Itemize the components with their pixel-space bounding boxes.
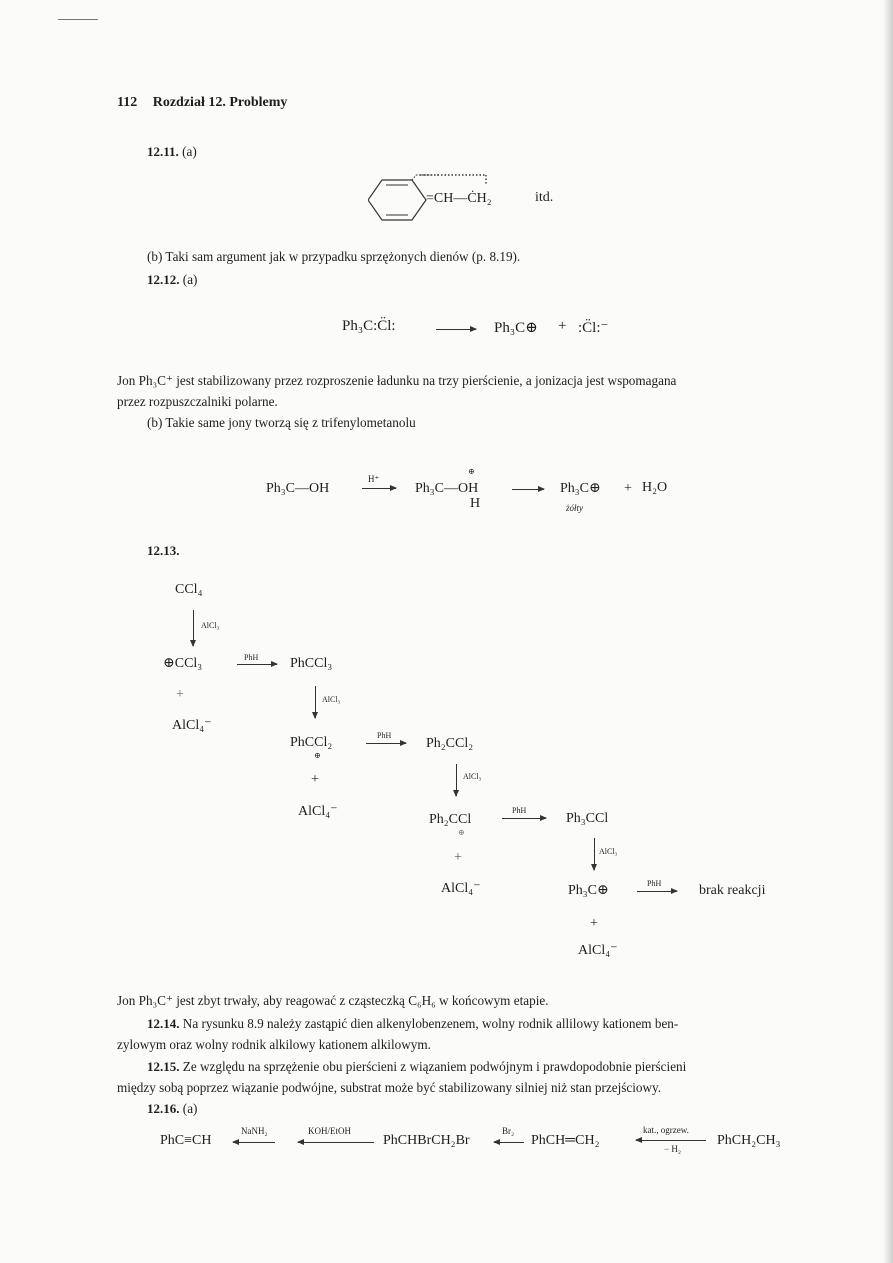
problem-12-15-line2: między sobą poprzez wiązanie podwójne, substrat może być stabilizowany silniej niż stan przejściowy. <box>117 1080 662 1095</box>
eq2-plus: + <box>624 481 632 496</box>
arrow-dehydrogenation <box>636 1140 706 1141</box>
eq2-arrow1 <box>362 488 396 489</box>
arrow-br2 <box>494 1142 524 1143</box>
reagent-nanh2: NaNH₂ <box>241 1126 268 1136</box>
eq2-arrow2 <box>512 489 544 490</box>
etc-label: itd. <box>535 190 554 205</box>
top-rule <box>58 19 98 20</box>
problem-12-16-heading: 12.16. (a) <box>147 1101 198 1116</box>
step3-reagent: PhH <box>512 806 527 815</box>
ethylbenzene: PhCH₂CH₃ <box>717 1133 781 1148</box>
eq1-anion: :C̈l:⁻ <box>578 320 609 336</box>
eq2-triphenylmethanol: Ph₃C—OH <box>266 481 330 496</box>
ph2ccl2: Ph₂CCl₂ <box>426 736 474 751</box>
alcl4-3: AlCl₄⁻ <box>441 881 481 896</box>
problem-12-11-heading: 12.11. (a) <box>147 144 197 159</box>
step1-catalyst: AlCl₃ <box>201 621 220 630</box>
plus-2: + <box>311 772 319 787</box>
problem-12-12-heading: 12.12. (a) <box>147 272 198 287</box>
plus-4: + <box>590 916 598 931</box>
page-edge-shadow <box>883 0 893 1263</box>
trichloromethyl-cation: ⊕CCl₃ <box>163 656 203 671</box>
step2-catalyst: AlCl₃ <box>322 695 341 704</box>
step1-reagent: PhH <box>244 653 259 662</box>
eq2-water: H₂O <box>642 480 668 495</box>
phccl2-charge: ⊕ <box>314 751 321 760</box>
arrow-koh <box>298 1142 374 1143</box>
step2-arrow <box>315 686 316 718</box>
allyl-chain: =CH—ĊH₂ <box>426 191 492 206</box>
eq2-note-yellow: żółty <box>566 503 583 513</box>
reagent-br2: Br₂ <box>502 1126 515 1136</box>
alcl4-1: AlCl₄⁻ <box>172 718 212 733</box>
step3-phh-arrow <box>502 818 546 819</box>
no-reaction-label: brak reakcji <box>699 883 766 898</box>
eq2-oxonium: Ph₃C—OH <box>415 481 479 496</box>
phenylacetylene: PhC≡CH <box>160 1133 212 1148</box>
problem-12-13-heading: 12.13. <box>147 543 180 558</box>
ph2ccl-charge: ⊕ <box>458 828 465 837</box>
ph2ccl-cation: Ph₂CCl <box>429 812 472 827</box>
delocalization-dots-icon <box>420 172 490 186</box>
reagent-koh-etoh: KOH/EtOH <box>308 1126 351 1136</box>
plus-3: + <box>454 850 462 865</box>
ph3c-cation: Ph₃C⊕ <box>568 883 609 898</box>
styrene: PhCH═CH₂ <box>531 1133 600 1148</box>
step4-arrow <box>594 838 595 870</box>
running-header <box>117 95 287 111</box>
problem-12-11-b: (b) Taki sam argument jak w przypadku sprzężonych dienów (p. 8.19). <box>147 249 521 264</box>
para-12-12-line2: przez rozpuszczalniki polarne. <box>117 394 278 409</box>
alcl4-2: AlCl₄⁻ <box>298 804 338 819</box>
plus-1: + <box>176 687 184 702</box>
reagent-minus-h2: − H₂ <box>664 1144 681 1154</box>
arrow-nanh2 <box>233 1142 275 1143</box>
step4-reagent: PhH <box>647 879 662 888</box>
eq1-cation: Ph₃C⊕ <box>494 320 538 336</box>
alcl4-4: AlCl₄⁻ <box>578 943 618 958</box>
step1-phh-arrow <box>237 664 277 665</box>
eq1-reactant: Ph₃C:C̈l: <box>342 318 396 334</box>
problem-12-12-b: (b) Takie same jony tworzą się z trifenylometanolu <box>147 415 416 430</box>
ph3ccl: Ph₃CCl <box>566 811 609 826</box>
step2-reagent: PhH <box>377 731 392 740</box>
eq2-oxonium-h: H <box>470 496 481 511</box>
phccl3: PhCCl₃ <box>290 656 333 671</box>
step4-catalyst: AlCl₃ <box>599 847 618 856</box>
dibromide: PhCHBrCH₂Br <box>383 1133 470 1148</box>
para-12-12-line1: Jon Ph₃C⁺ jest stabilizowany przez rozproszenie ładunku na trzy pierścienie, a jonizacja jest wspomagana <box>117 373 677 388</box>
step4-phh-arrow <box>637 891 677 892</box>
reagent-cat-heat: kat., ogrzew. <box>643 1125 689 1135</box>
step1-arrow <box>193 610 194 646</box>
eq1-arrow <box>436 329 476 330</box>
step3-arrow <box>456 764 457 796</box>
chapter-title: Rozdział 12. Problemy <box>152 95 288 110</box>
phccl2-cation: PhCCl₂ <box>290 735 333 750</box>
eq2-reagent: H⁺ <box>368 474 380 484</box>
step2-phh-arrow <box>366 743 406 744</box>
page-number: 112 <box>117 95 138 110</box>
problem-12-15-line1: 12.15. Ze względu na sprzężenie obu pierścieni z wiązaniem podwójnym i prawdopodobnie pierścieni <box>147 1059 687 1074</box>
para-12-13: Jon Ph₃C⁺ jest zbyt trwały, aby reagować z cząsteczką C₆H₆ w końcowym etapie. <box>117 993 549 1008</box>
problem-12-14-line2: zylowym oraz wolny rodnik alkilowy kationem alkilowym. <box>117 1037 431 1052</box>
step3-catalyst: AlCl₃ <box>463 772 482 781</box>
problem-12-14-line1: 12.14. Na rysunku 8.9 należy zastąpić dien alkenylobenzenem, wolny rodnik allilowy kationem ben- <box>147 1016 679 1031</box>
eq2-oxonium-charge: ⊕ <box>468 467 475 476</box>
eq2-cation: Ph₃C⊕ <box>560 481 601 496</box>
ccl4: CCl₄ <box>175 582 203 597</box>
eq1-plus: + <box>558 318 567 334</box>
